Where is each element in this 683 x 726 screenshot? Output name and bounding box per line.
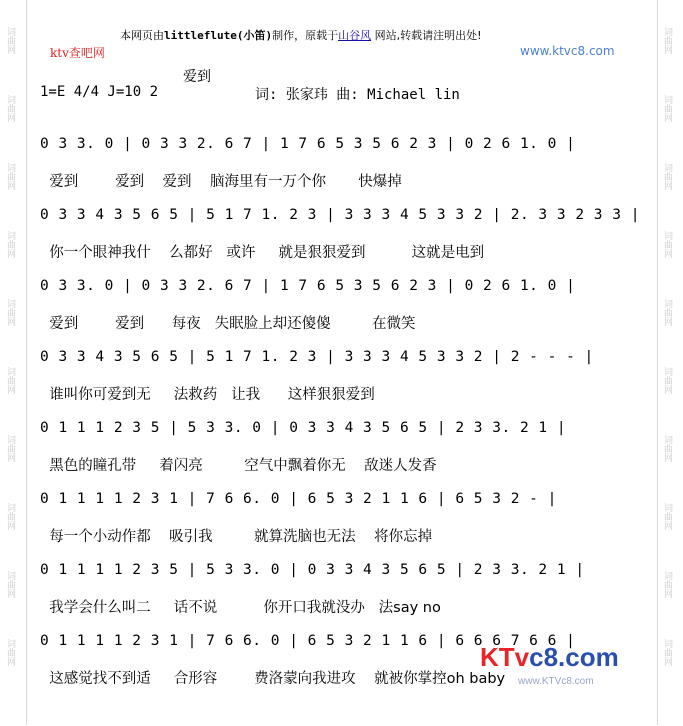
- side-watermark: 词曲网: [5, 298, 15, 326]
- source-link[interactable]: 山谷风: [338, 29, 372, 42]
- side-watermark: 词曲网: [5, 26, 15, 54]
- source-note: [120, 27, 482, 43]
- side-watermark: 词曲网: [662, 94, 672, 122]
- side-watermark: 词曲网: [5, 638, 15, 666]
- side-watermark: 词曲网: [5, 366, 15, 394]
- lyric-line: 你一个眼神我什 么都好 或许 就是狠狠爱到 这就是电到: [40, 245, 485, 261]
- side-watermark: 词曲网: [5, 434, 15, 462]
- logo-text: KTvc8.com: [480, 642, 619, 672]
- ktv-logo: [478, 636, 634, 690]
- source-note-post: 网站,转载请注明出处!: [371, 29, 482, 42]
- lyric-line: 黑色的瞳孔带 着闪亮 空气中飘着你无 敌迷人发香: [40, 458, 437, 474]
- site-watermark-left: ktv查吧网: [50, 46, 105, 60]
- source-note-maker: littleflute(小笛): [164, 29, 273, 42]
- side-watermark: 词曲网: [5, 230, 15, 258]
- notation-line: 0 3 3 4 3 5 6 5 | 5 1 7 1. 2 3 | 3 3 3 4 5 3 3 2 | 2. 3 3 2 3 3 |: [40, 207, 640, 223]
- side-watermark: 词曲网: [662, 366, 672, 394]
- side-watermark: 词曲网: [662, 26, 672, 54]
- lyric-line: 爱到 爱到 每夜 失眠脸上却还傻傻 在微笑: [40, 316, 416, 332]
- site-watermark-right: www.ktvc8.com: [520, 44, 615, 58]
- logo-subtext: www.KTVc8.com: [518, 676, 594, 687]
- side-watermark: 词曲网: [5, 94, 15, 122]
- lyric-line: 爱到 爱到 爱到 脑海里有一万个你 快爆掉: [40, 174, 402, 190]
- lyric-line: 每一个小动作都 吸引我 就算洗脑也无法 将你忘掉: [40, 529, 433, 545]
- side-watermark: 词曲网: [662, 502, 672, 530]
- song-credits: 词: 张家玮 曲: Michael lin: [255, 87, 460, 103]
- side-watermark: 词曲网: [662, 434, 672, 462]
- side-watermark: 词曲网: [662, 570, 672, 598]
- side-watermark: 词曲网: [662, 638, 672, 666]
- side-watermark: 词曲网: [662, 230, 672, 258]
- source-note-mid: 制作，原载于: [272, 29, 339, 42]
- lyric-line: 这感觉找不到适 合形容 费洛蒙向我进攻 就被你掌控oh baby: [40, 671, 506, 687]
- key-signature: 1=E 4/4 J=10 2: [40, 84, 159, 100]
- notation-line: 0 1 1 1 1 2 3 1 | 7 6 6. 0 | 6 5 3 2 1 1 6 | 6 6 6 7 6 6 |: [40, 633, 576, 649]
- left-watermark-column: [4, 6, 22, 686]
- side-watermark: 词曲网: [5, 162, 15, 190]
- source-note-pre: 本网页由: [120, 29, 164, 42]
- side-watermark: 词曲网: [662, 298, 672, 326]
- notation-line: 0 1 1 1 1 2 3 5 | 5 3 3. 0 | 0 3 3 4 3 5 6 5 | 2 3 3. 2 1 |: [40, 562, 585, 578]
- notation-line: 0 1 1 1 1 2 3 1 | 7 6 6. 0 | 6 5 3 2 1 1 6 | 6 5 3 2 - |: [40, 491, 557, 507]
- side-watermark: 词曲网: [5, 502, 15, 530]
- notation-line: 0 1 1 1 2 3 5 | 5 3 3. 0 | 0 3 3 4 3 5 6 5 | 2 3 3. 2 1 |: [40, 420, 567, 436]
- lyric-line: 我学会什么叫二 话不说 你开口我就没办 法say no: [40, 600, 441, 616]
- lyric-line: 谁叫你可爱到无 法救药 让我 这样狠狠爱到: [40, 387, 375, 403]
- side-watermark: 词曲网: [5, 570, 15, 598]
- song-title: 爱到: [183, 69, 211, 85]
- right-watermark-column: [661, 6, 679, 686]
- notation-line: 0 3 3. 0 | 0 3 3 2. 6 7 | 1 7 6 5 3 5 6 2 3 | 0 2 6 1. 0 |: [40, 136, 576, 152]
- notation-line: 0 3 3 4 3 5 6 5 | 5 1 7 1. 2 3 | 3 3 3 4 5 3 3 2 | 2 - - - |: [40, 349, 594, 365]
- side-watermark: 词曲网: [662, 162, 672, 190]
- notation-line: 0 3 3. 0 | 0 3 3 2. 6 7 | 1 7 6 5 3 5 6 2 3 | 0 2 6 1. 0 |: [40, 278, 576, 294]
